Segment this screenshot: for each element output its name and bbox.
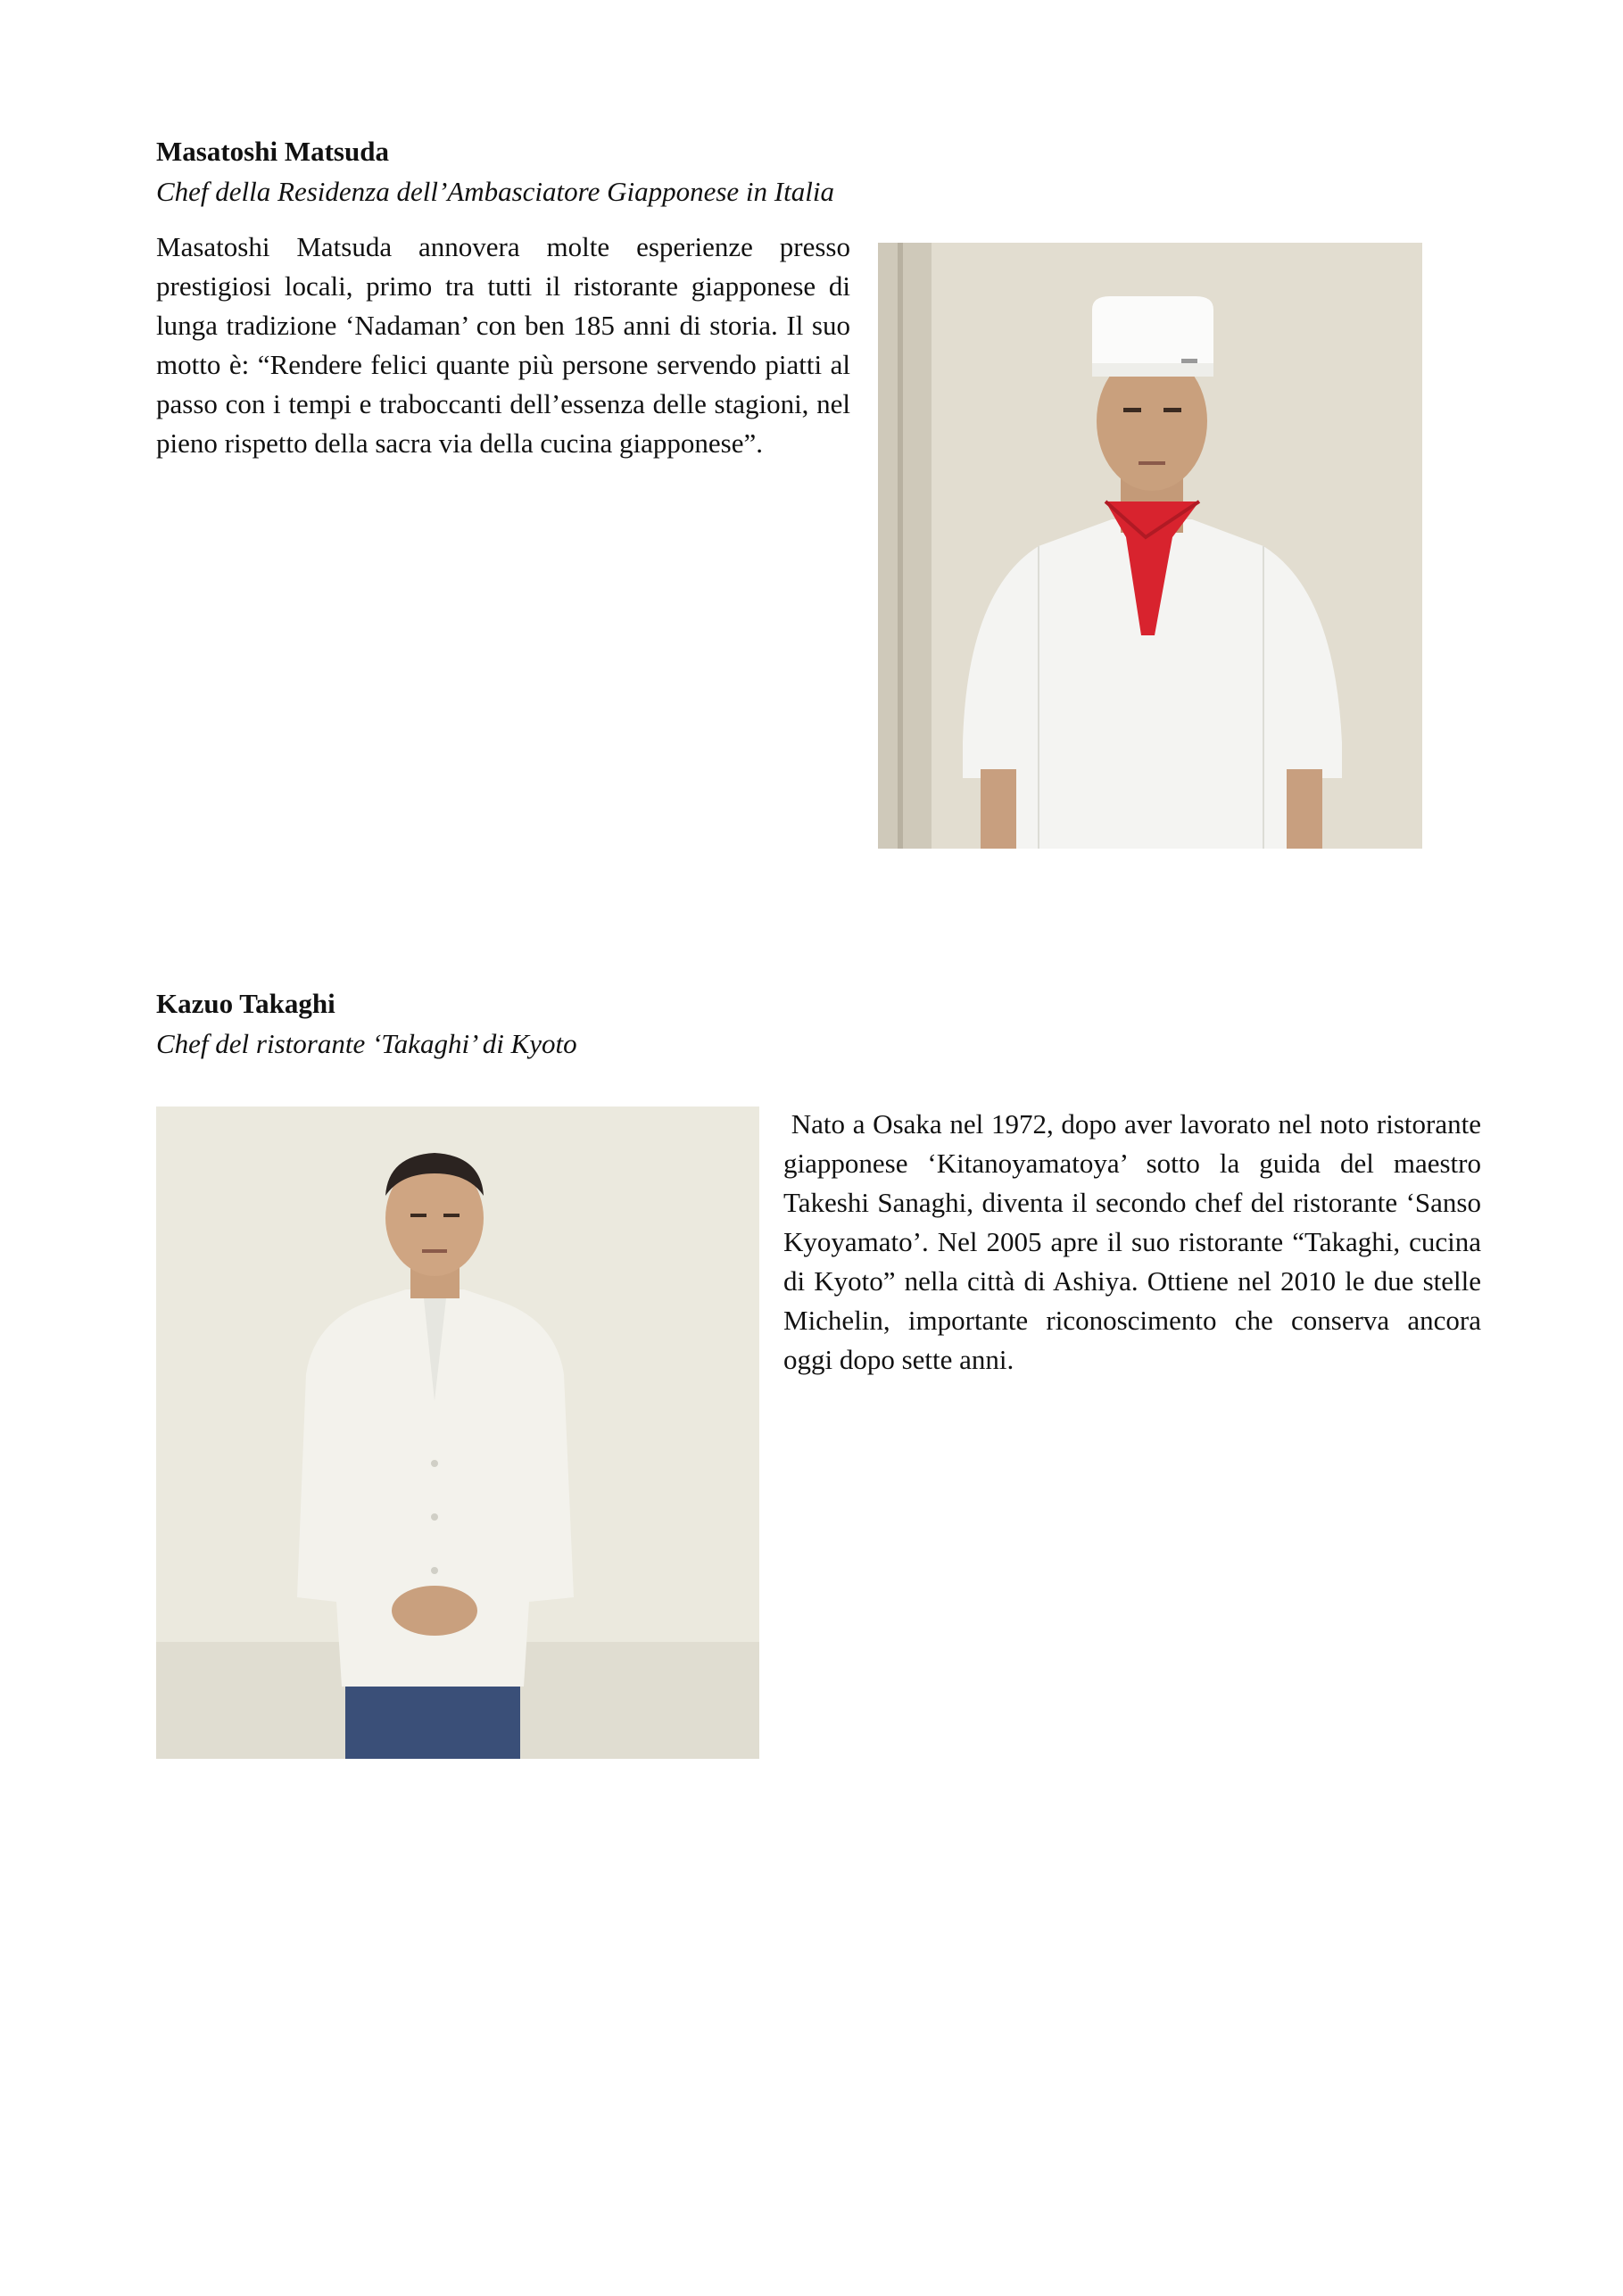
chef-name: Kazuo Takaghi	[156, 988, 335, 1019]
chef-photo	[878, 243, 1422, 849]
chef-bio: Nato a Osaka nel 1972, dopo aver lavorato nel noto ristorante giapponese ‘Kitanoyamatoya’ sotto la guida del maestro Takeshi Sanaghi, diventa il secondo chef del ristorante ‘Sanso Kyoyamato’. Nel 2005 apre il suo ristorante “Takaghi, cucina di Kyoto” nella città di Ashiya. Ottiene nel 2010 le due stelle Michelin, importante riconoscimento che conserva ancora oggi dopo sette anni.	[783, 1108, 1481, 1375]
chef-role: Chef del ristorante ‘Takaghi’ di Kyoto	[156, 1028, 577, 1059]
chef-photo	[156, 1107, 759, 1759]
chef-name: Masatoshi Matsuda	[156, 136, 389, 167]
chef-role: Chef della Residenza dell’Ambasciatore Giapponese in Italia	[156, 176, 834, 207]
chef-bio: Masatoshi Matsuda annovera molte esperienze presso prestigiosi locali, primo tra tutti il ristorante giapponese di lunga tradizione ‘Nadaman’ con ben 185 anni di storia. Il suo motto è: “Rendere felici quante più persone servendo piatti al passo con i tempi e traboccanti dell’essenza delle stagioni, nel pieno rispetto della sacra via della cucina giapponese”.	[156, 231, 850, 459]
